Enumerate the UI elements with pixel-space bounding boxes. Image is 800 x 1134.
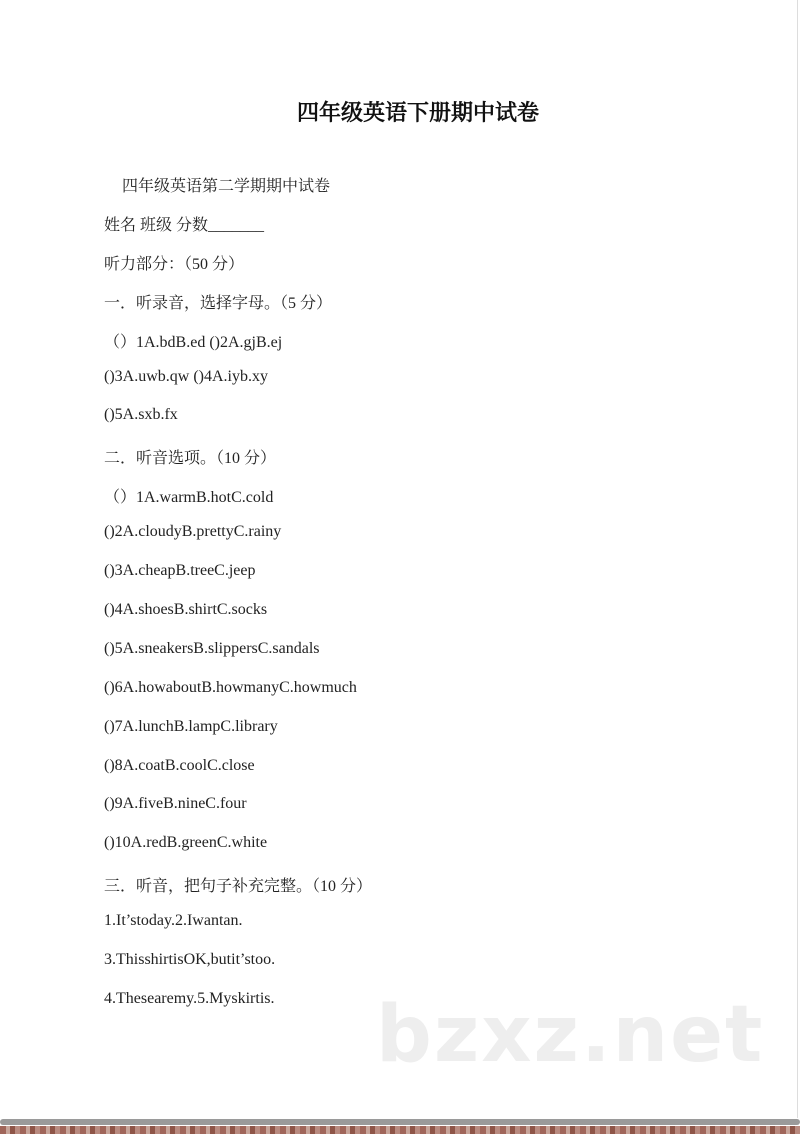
document-line: （）1A.warmB.hotC.cold — [104, 489, 274, 507]
document-line: ()8A.coatB.coolC.close — [104, 756, 255, 774]
document-line: （）1A.bdB.ed ()2A.gjB.ej — [104, 333, 283, 351]
document-line: 3.ThisshirtisOK,butit’stoo. — [104, 951, 276, 968]
document-line: ()5A.sxb.fx — [104, 406, 178, 424]
document-line: ()5A.sneakersB.slippersC.sandals — [104, 639, 320, 657]
document-line: 三．听音，把句子补充完整。（10 分） — [104, 878, 373, 896]
background-strip — [0, 1126, 800, 1134]
watermark: bzxz.net — [376, 990, 765, 1080]
document-line: 四年级英语第二学期期中试卷 — [122, 178, 331, 195]
document-line: ()3A.cheapB.treeC.jeep — [104, 562, 256, 579]
document-line: ()10A.redB.greenC.white — [104, 834, 268, 852]
document-line: 4.Thesearemy.5.Myskirtis. — [104, 989, 275, 1007]
document-line: ()3A.uwb.qw ()4A.iyb.xy — [104, 367, 268, 385]
document-line: 二．听音选项。（10 分） — [104, 450, 277, 468]
document-line: 听力部分：（50 分） — [104, 255, 245, 273]
horizontal-scrollbar[interactable] — [0, 1119, 800, 1125]
document-line: ()7A.lunchB.lampC.library — [104, 717, 278, 735]
document-line: 1.It’stoday.2.Iwantan. — [104, 912, 243, 930]
document-line: ()4A.shoesB.shirtC.socks — [104, 600, 268, 618]
document-title: 四年级英语下册期中试卷 — [296, 101, 539, 126]
document-line: ()2A.cloudyB.prettyC.rainy — [104, 523, 282, 541]
document-line: 姓名 班级 分数_______ — [104, 216, 265, 234]
document-line: 一．听录音，选择字母。（5 分） — [104, 294, 333, 312]
document-line: ()6A.howaboutB.howmanyC.howmuch — [104, 678, 357, 696]
document-line: ()9A.fiveB.nineC.four — [104, 795, 247, 813]
